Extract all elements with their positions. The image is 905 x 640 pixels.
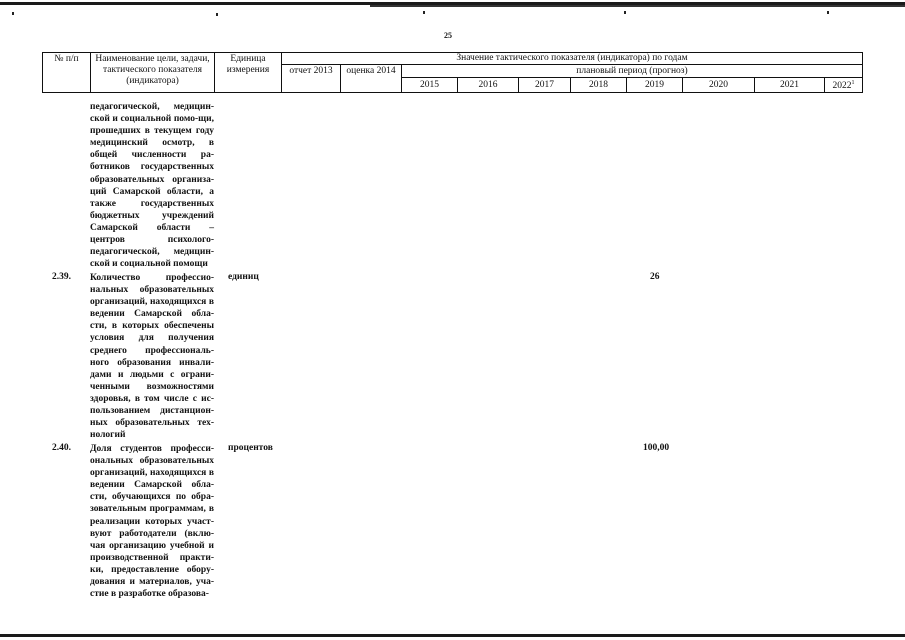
row-text-continuation: педагогической, медицин-ской и социальной помо-щи, прошедших в текущем году медицинский осмотр, в общей численности ра-ботников государственных образовательных организа-ций Самарской области, а также государственных бюджетных учреждений Самарской области – центров психолого-педагогической, медицин-ской и социальной помощи: [90, 102, 214, 270]
scan-edge-top-shadow: [370, 5, 905, 7]
row-number-2-40: 2.40.: [52, 443, 71, 453]
header-values-group: Значение тактического показателя (индикатора) по годам: [282, 53, 863, 65]
year-2022-label: 2022: [832, 81, 852, 92]
footnote-mark: 1: [851, 80, 855, 86]
row-unit-2-40: процентов: [228, 443, 273, 453]
row-unit-2-39: единиц: [228, 272, 259, 282]
header-report-2013: отчет 2013: [282, 65, 341, 93]
header-year-2019: 2019: [627, 78, 683, 93]
header-col-unit: Единица измерения: [215, 53, 282, 93]
header-estimate-2014: оценка 2014: [341, 65, 402, 93]
header-year-2016: 2016: [458, 78, 519, 93]
indicator-table-header: [42, 52, 863, 93]
row-value-2-39: 26: [650, 272, 660, 282]
header-col-name: Наименование цели, задачи, тактического показателя (индикатора): [91, 53, 215, 93]
header-year-2017: 2017: [519, 78, 571, 93]
header-col-number: № п/п: [43, 53, 91, 93]
page-number: 25: [444, 31, 452, 40]
header-year-2020: 2020: [683, 78, 755, 93]
row-text-2-39: Количество профессио-нальных образовательных организаций, находящихся в ведении Самарской обла-сти, в которых обеспечены условия для получения среднего профессиональ-ного образования инвали-дами и людьми с ограни-ченными возможностями здоровья, в том числе с ис-пользованием дистанцион-ных образовательных тех-нологий: [90, 273, 214, 441]
scan-edge-bottom: [0, 634, 905, 637]
scan-speck: [827, 11, 829, 14]
scan-speck: [216, 13, 218, 16]
row-value-2-40: 100,00: [643, 443, 670, 453]
header-year-2021: 2021: [755, 78, 825, 93]
row-text-2-40: Доля студентов професси-ональных образовательных организаций, находящихся в ведении Самарской обла-сти, обучающихся по обра-зовательным программам, в реализации которых участ-вуют работодатели (вклю-чая организацию учебной и производственной практи-ки, предоставление обору-дования и материалов, уча-стие в разработке образова-: [90, 444, 214, 600]
header-year-2018: 2018: [571, 78, 627, 93]
scan-speck: [12, 12, 14, 15]
scan-speck: [423, 11, 425, 14]
header-year-2015: 2015: [402, 78, 458, 93]
row-number-2-39: 2.39.: [52, 272, 71, 282]
scan-speck: [624, 11, 626, 14]
header-year-2022: [825, 78, 863, 93]
header-plan-period: плановый период (прогноз): [402, 65, 863, 78]
